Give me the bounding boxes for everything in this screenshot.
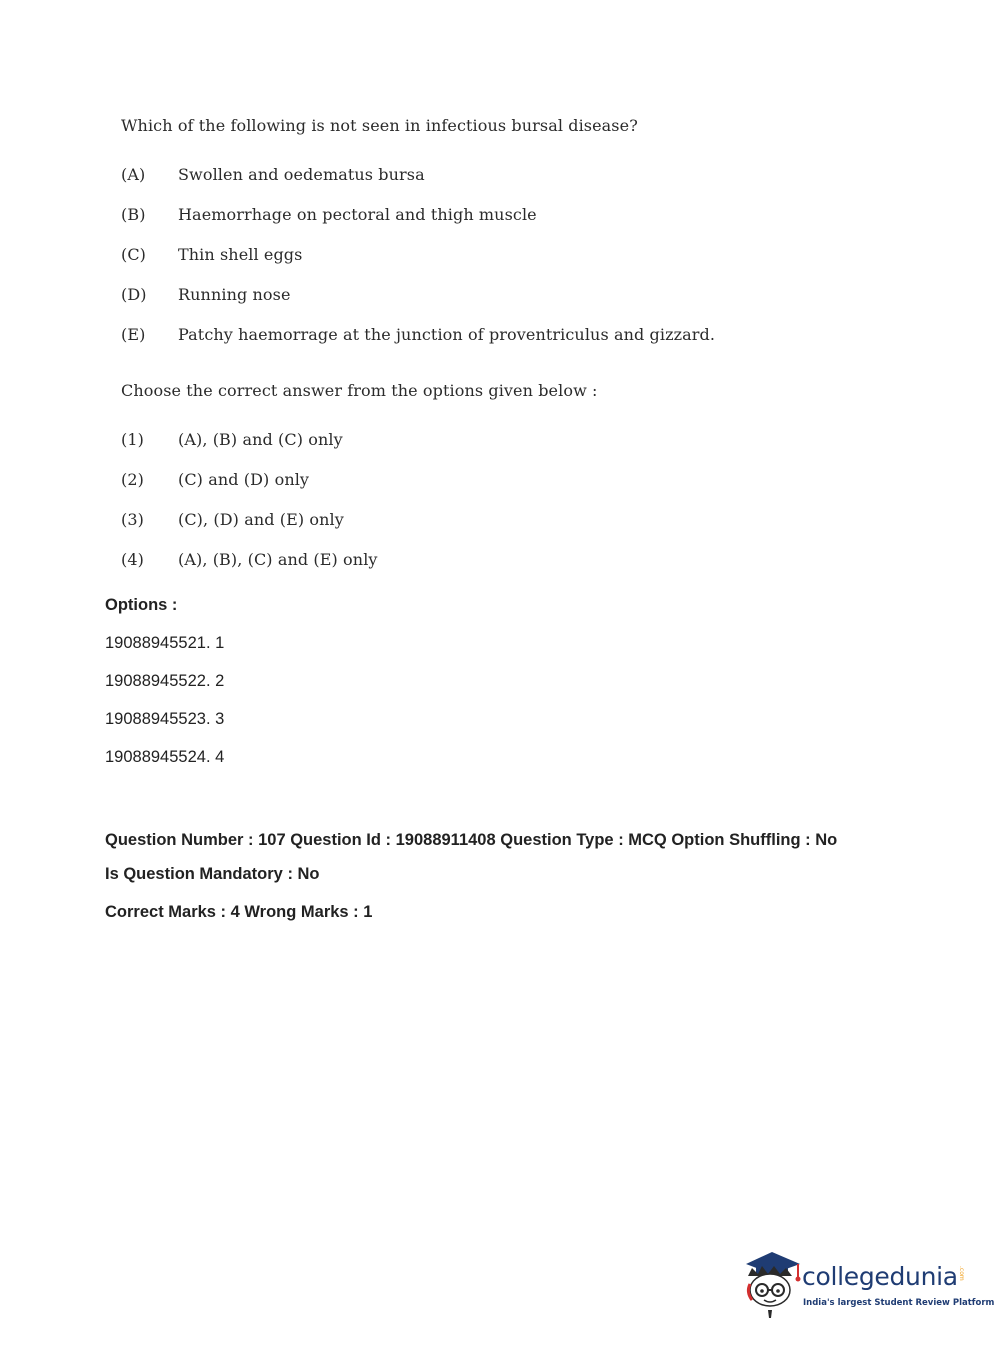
- statement-text: Swollen and oedematus bursa: [178, 165, 425, 184]
- answer-option-1: 19088945521. 1: [105, 634, 225, 652]
- choice-key: (4): [121, 550, 144, 569]
- choice-2: [121, 470, 309, 489]
- collegedunia-logo: [742, 1248, 995, 1320]
- choice-4: [121, 550, 378, 569]
- statement-key: (B): [121, 205, 146, 224]
- choice-1: [121, 430, 343, 449]
- statement-d: [121, 285, 291, 304]
- mandatory-line: Is Question Mandatory : No: [105, 865, 320, 883]
- choice-key: (2): [121, 470, 144, 489]
- statement-text: Patchy haemorrage at the junction of proventriculus and gizzard.: [178, 325, 716, 344]
- statement-text: Haemorrhage on pectoral and thigh muscle: [178, 205, 537, 224]
- choice-3: [121, 510, 344, 529]
- logo-tagline: India's largest Student Review Platform: [803, 1298, 995, 1308]
- statement-e: [121, 325, 715, 344]
- logo-brand-text: collegedunia: [802, 1262, 958, 1291]
- marks-line: Correct Marks : 4 Wrong Marks : 1: [105, 903, 373, 921]
- options-heading: Options :: [105, 596, 178, 614]
- question-text: Which of the following is not seen in infectious bursal disease?: [121, 116, 638, 135]
- answer-option-3: 19088945523. 3: [105, 710, 225, 728]
- statement-key: (E): [121, 325, 146, 344]
- statement-key: (D): [121, 285, 147, 304]
- choice-text: (C) and (D) only: [178, 470, 310, 489]
- statement-a: [121, 165, 425, 184]
- logo-suffix-text: .com: [958, 1266, 965, 1281]
- statement-text: Thin shell eggs: [178, 245, 303, 264]
- choice-text: (A), (B), (C) and (E) only: [178, 550, 378, 569]
- statement-key: (C): [121, 245, 147, 264]
- statement-c: [121, 245, 302, 264]
- question-meta-line: Question Number : 107 Question Id : 19088911408 Question Type : MCQ Option Shuffling : No: [105, 831, 838, 849]
- choice-key: (3): [121, 510, 144, 529]
- statement-key: (A): [121, 165, 146, 184]
- choice-key: (1): [121, 430, 144, 449]
- instruction-text: Choose the correct answer from the options given below :: [121, 381, 598, 400]
- mascot-icon: [742, 1248, 802, 1320]
- statement-text: Running nose: [178, 285, 291, 304]
- answer-option-4: 19088945524. 4: [105, 748, 225, 766]
- answer-option-2: 19088945522. 2: [105, 672, 225, 690]
- choice-text: (A), (B) and (C) only: [178, 430, 343, 449]
- statement-b: [121, 205, 537, 224]
- choice-text: (C), (D) and (E) only: [178, 510, 344, 529]
